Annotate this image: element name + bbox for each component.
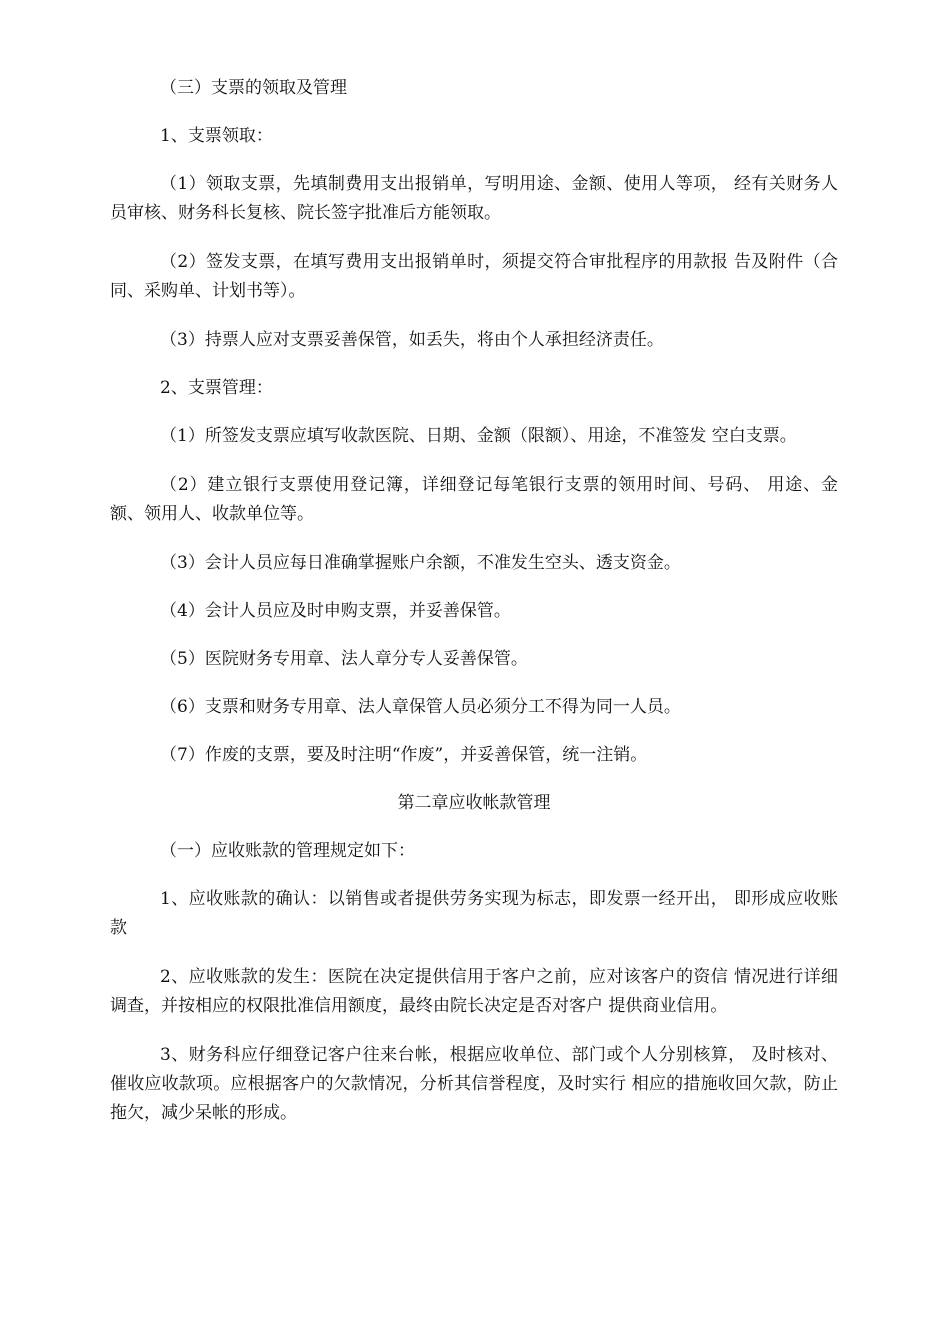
paragraph-management-5: （5）医院财务专用章、法人章分专人妥善保管。 (160, 649, 528, 669)
paragraph-receivables-1: 1、应收账款的确认：以销售或者提供劳务实现为标志，即发票一经开出， 即形成应收账款 (110, 889, 838, 938)
paragraph-item-3: （3）持票人应对支票妥善保管，如丢失，将由个人承担经济责任。 (160, 330, 664, 350)
paragraph-management-6: （6）支票和财务专用章、法人章保管人员必须分工不得为同一人员。 (160, 697, 681, 717)
section-heading-receivables: （一）应收账款的管理规定如下： (160, 841, 415, 861)
paragraph-management-7: （7）作废的支票，要及时注明“作废”，并妥善保管，统一注销。 (160, 745, 648, 765)
document-body (110, 74, 838, 1148)
paragraph-receivables-3: 3、财务科应仔细登记客户往来台帐，根据应收单位、部门或个人分别核算， 及时核对、催收应收款项。应根据客户的欠款情况，分析其信誉程度，及时实行 相应的措施收回欠款，防止拖欠，减少呆帐的形成。 (110, 1045, 838, 1123)
paragraph-management-3: （3）会计人员应每日准确掌握账户余额，不准发生空头、透支资金。 (160, 553, 681, 573)
subsection-heading-check-management: 2、支票管理： (160, 378, 273, 398)
paragraph-receivables-2: 2、应收账款的发生：医院在决定提供信用于客户之前，应对该客户的资信 情况进行详细调查，并按相应的权限批准信用额度，最终由院长决定是否对客户 提供商业信用。 (110, 967, 838, 1016)
section-heading-check-collection: （三）支票的领取及管理 (160, 78, 347, 98)
paragraph-management-1: （1）所签发支票应填写收款医院、日期、金额（限额）、用途，不准签发 空白支票。 (160, 426, 797, 446)
subsection-heading-check-receipt: 1、支票领取： (160, 126, 273, 146)
chapter-heading: 第二章应收帐款管理 (397, 793, 551, 813)
paragraph-management-2: （2）建立银行支票使用登记簿，详细登记每笔银行支票的领用时间、号码、 用途、金额、领用人、收款单位等。 (110, 475, 838, 524)
paragraph-item-2: （2）签发支票，在填写费用支出报销单时，须提交符合审批程序的用款报 告及附件（合同、采购单、计划书等）。 (110, 252, 838, 301)
paragraph-management-4: （4）会计人员应及时申购支票，并妥善保管。 (160, 601, 511, 621)
paragraph-item-1: （1）领取支票，先填制费用支出报销单，写明用途、金额、使用人等项， 经有关财务人员审核、财务科长复核、院长签字批准后方能领取。 (110, 174, 838, 223)
